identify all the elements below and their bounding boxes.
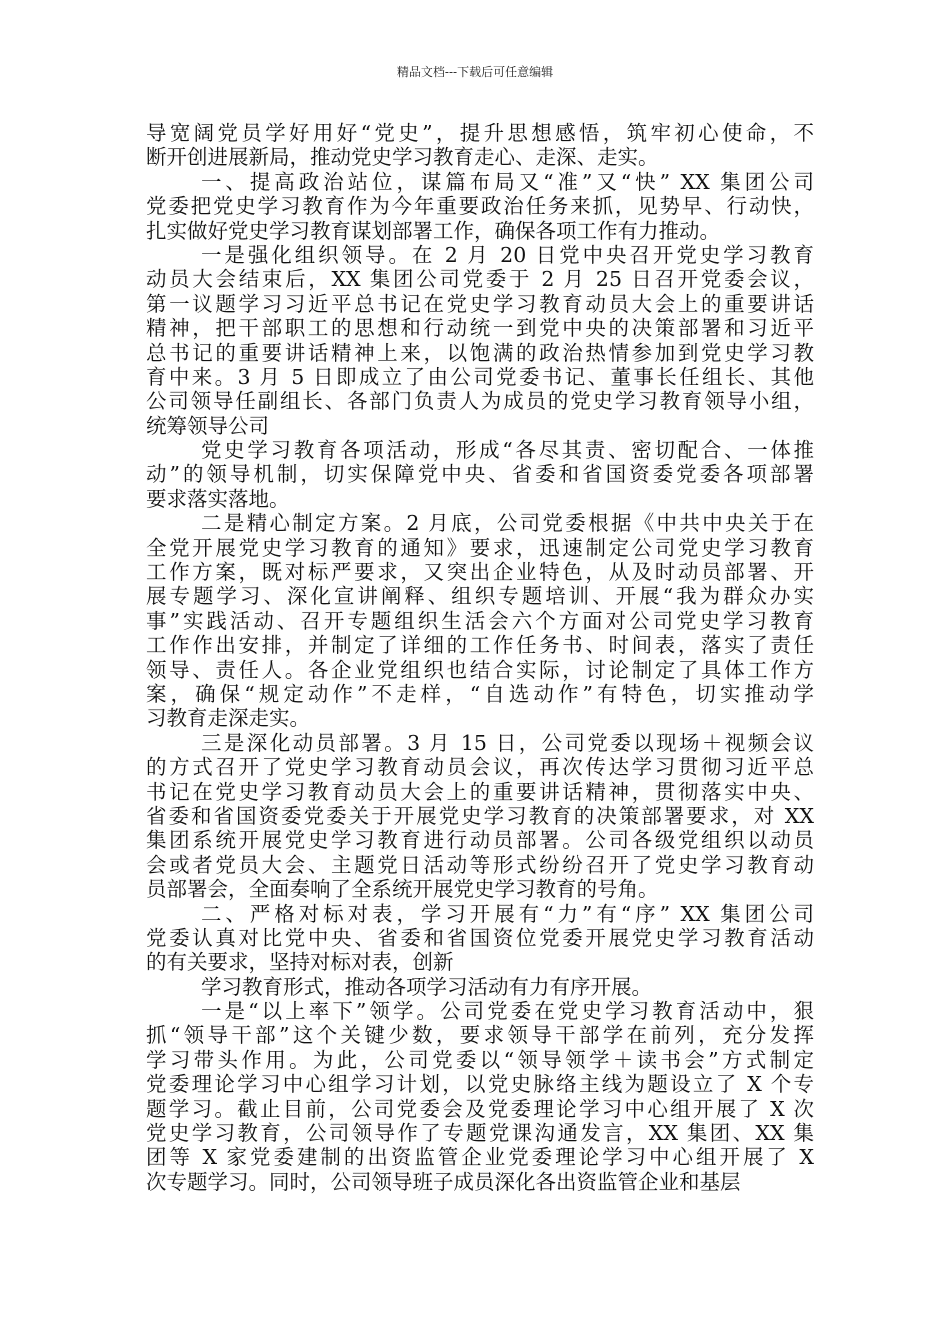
text-line: 育中来。3 月 5 日即成立了由公司党委书记、董事长任组长、其他: [146, 364, 814, 389]
text-line: 事”实践活动、召开专题组织生活会六个方面对公司党史学习教育: [146, 608, 814, 633]
paragraph: [146, 438, 814, 511]
text-line: 一是“以上率下”领学。公司党委在党史学习教育活动中，狠: [201, 999, 814, 1024]
paragraph: [146, 975, 814, 999]
text-line: 党史学习教育各项活动，形成“各尽其责、密切配合、一体推: [201, 438, 814, 463]
text-line: 员部署会，全面奏响了全系统开展党史学习教育的号角。: [146, 877, 659, 902]
text-line: 抓“领导干部”这个关键少数，要求领导干部学在前列，充分发挥: [146, 1023, 814, 1048]
text-line: 的有关要求，坚持对标对表，创新: [146, 950, 454, 975]
text-line: 党委认真对比党中央、省委和省国资位党委开展党史学习教育活动: [146, 925, 814, 950]
text-line: 习教育走深走实。: [146, 706, 310, 731]
text-line: 扎实做好党史学习教育谋划部署工作，确保各项工作有力推动。: [146, 218, 720, 243]
text-line: 工作作出安排，并制定了详细的工作任务书、时间表，落实了责任: [146, 633, 814, 658]
text-line: 团等 X 家党委建制的出资监管企业党委理论学习中心组开展了 X: [146, 1145, 814, 1170]
text-line: 学习教育形式，推动各项学习活动有力有序开展。: [201, 974, 652, 999]
text-line: 案，确保“规定动作”不走样，“自选动作”有特色，切实推动学: [146, 681, 814, 706]
page-header: 精品文档---下载后可任意编辑: [396, 65, 554, 79]
text-line: 公司领导任副组长、各部门负责人为成员的党史学习教育领导小组，: [146, 389, 814, 414]
text-line: 会或者党员大会、主题党日活动等形式纷纷召开了党史学习教育动: [146, 852, 814, 877]
text-line: 次专题学习。同时，公司领导班子成员深化各出资监管企业和基层: [146, 1169, 741, 1194]
text-line: 一是强化组织领导。在 2 月 20 日党中央召开党史学习教育: [201, 242, 814, 267]
paragraph: [146, 902, 814, 975]
text-line: 学习带头作用。为此，公司党委以“领导领学＋读书会”方式制定: [146, 1047, 814, 1072]
text-line: 动员大会结束后，XX 集团公司党委于 2 月 25 日召开党委会议，: [146, 267, 814, 292]
text-line: 动”的领导机制，切实保障党中央、省委和省国资委党委各项部署: [146, 462, 814, 487]
text-line: 的方式召开了党史学习教育动员会议，再次传达学习贯彻习近平总: [146, 755, 814, 780]
paragraph: [146, 243, 814, 438]
paragraph: [146, 511, 814, 731]
paragraph: [146, 170, 814, 243]
text-line: 全党开展党史学习教育的通知》要求，迅速制定公司党史学习教育: [146, 535, 814, 560]
text-line: 党委把党史学习教育作为今年重要政治任务来抓，见势早、行动快，: [146, 194, 814, 219]
text-line: 领导、责任人。各企业党组织也结合实际，讨论制定了具体工作方: [146, 657, 814, 682]
text-line: 第一议题学习习近平总书记在党史学习教育动员大会上的重要讲话: [146, 291, 814, 316]
paragraph: [146, 731, 814, 902]
text-line: 一、提高政治站位，谋篇布局又“准”又“快” XX 集团公司: [201, 169, 814, 194]
text-line: 题学习。截止目前，公司党委会及党委理论学习中心组开展了 X 次: [146, 1096, 814, 1121]
document-body: [146, 121, 814, 1194]
text-line: 导宽阔党员学好用好“党史”，提升思想感悟，筑牢初心使命，不: [146, 121, 814, 145]
paragraph: [146, 999, 814, 1194]
text-line: 工作方案，既对标严要求，又突出企业特色，从及时动员部署、开: [146, 560, 814, 585]
text-line: 集团系统开展党史学习教育进行动员部署。公司各级党组织以动员: [146, 828, 814, 853]
text-line: 三是深化动员部署。3 月 15 日，公司党委以现场＋视频会议: [201, 730, 814, 755]
text-line: 党委理论学习中心组学习计划，以党史脉络主线为题设立了 X 个专: [146, 1072, 814, 1097]
text-line: 总书记的重要讲话精神上来，以饱满的政治热情参加到党史学习教: [146, 340, 814, 365]
text-line: 展专题学习、深化宣讲阐释、组织专题培训、开展“我为群众办实: [146, 584, 814, 609]
text-line: 省委和省国资委党委关于开展党史学习教育的决策部署要求，对 XX: [146, 803, 814, 828]
text-line: 断开创进展新局，推动党史学习教育走心、走深、走实。: [146, 145, 659, 170]
paragraph: [146, 121, 814, 170]
text-line: 精神，把干部职工的思想和行动统一到党中央的决策部署和习近平: [146, 316, 814, 341]
text-line: 统筹领导公司: [146, 413, 269, 438]
text-line: 党史学习教育，公司领导作了专题党课沟通发言，XX 集团、XX 集: [146, 1121, 814, 1146]
text-line: 二是精心制定方案。2 月底，公司党委根据《中共中央关于在: [201, 511, 814, 536]
text-line: 要求落实落地。: [146, 486, 290, 511]
text-line: 二、严格对标对表，学习开展有“力”有“序” XX 集团公司: [201, 901, 814, 926]
text-line: 书记在党史学习教育动员大会上的重要讲话精神，贯彻落实中央、: [146, 779, 814, 804]
